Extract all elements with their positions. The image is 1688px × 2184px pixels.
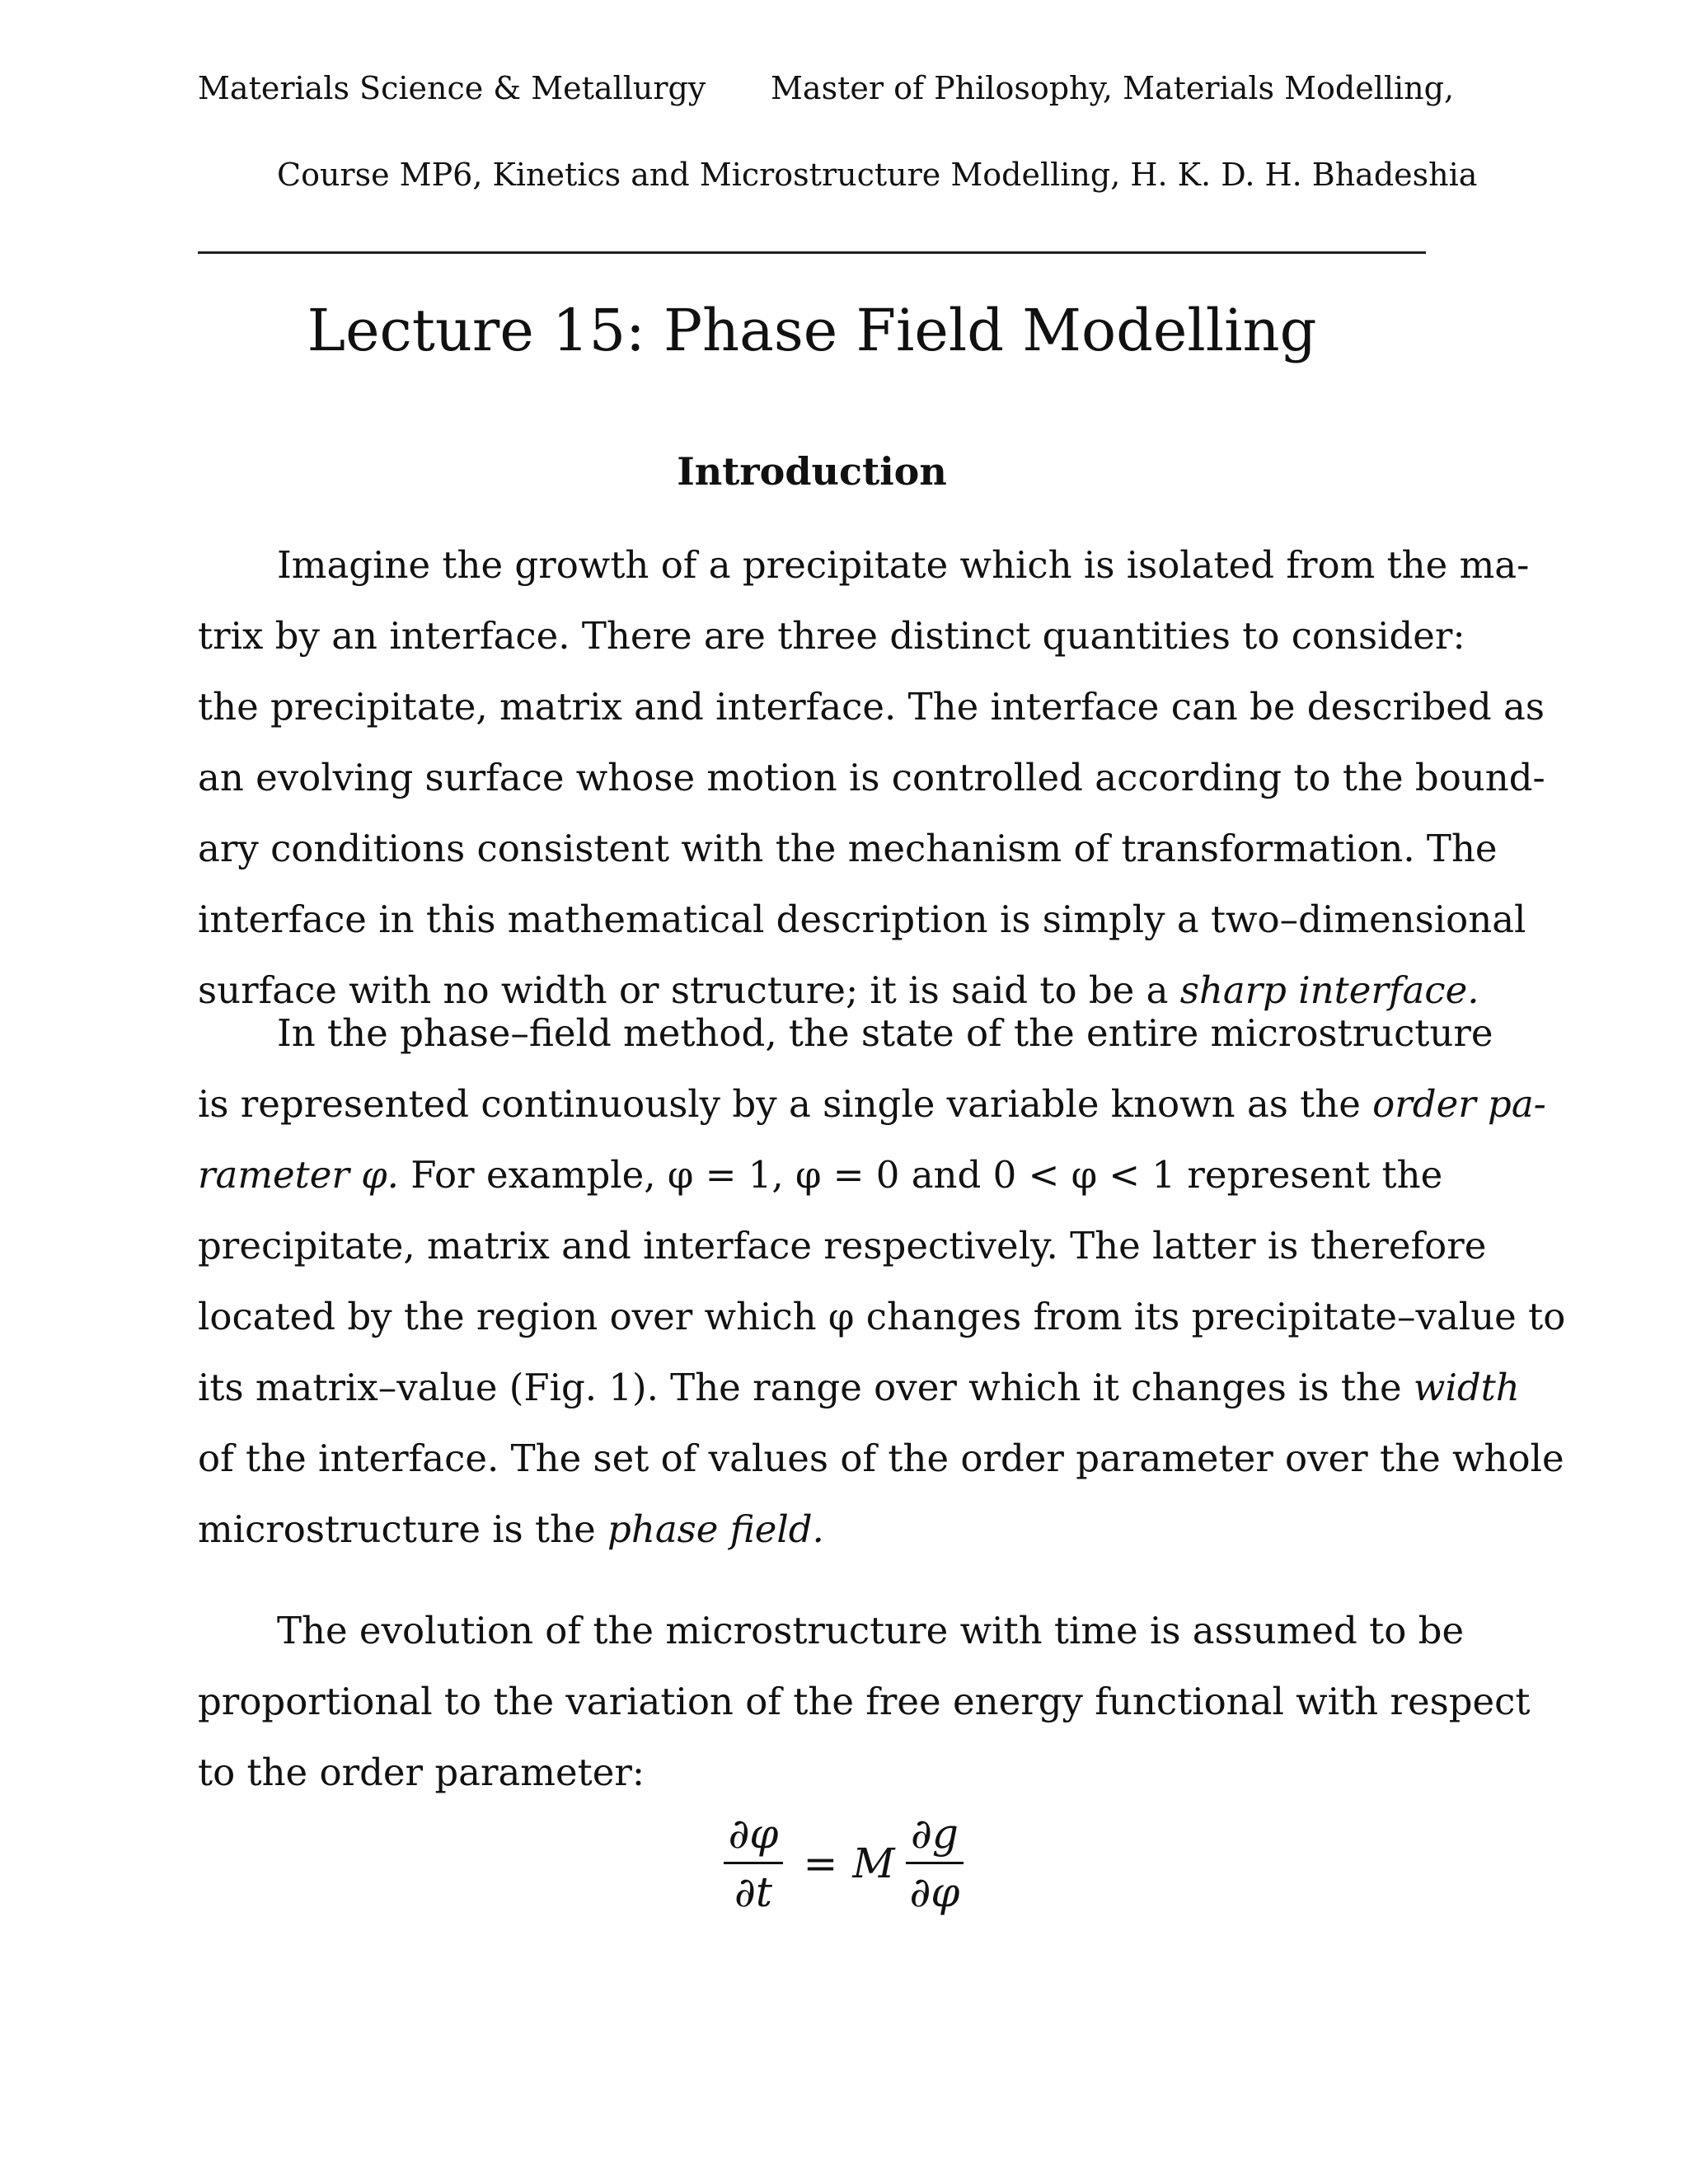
evolution-equation: [0, 1809, 1688, 1917]
paragraph-line: an evolving surface whose motion is controlled according to the bound-: [198, 756, 1545, 799]
paragraph-line: located by the region over which φ changes from its precipitate–value to: [198, 1295, 1566, 1338]
section-heading: Introduction: [677, 449, 947, 494]
emphasis-phase-field: phase field.: [607, 1507, 824, 1551]
paragraph-line: Imagine the growth of a precipitate which is isolated from the ma-: [277, 543, 1530, 587]
mobility-coefficient: M: [852, 1839, 895, 1887]
text-run: surface with no width or structure; it is said to be a: [198, 968, 1180, 1012]
paragraph-1: [198, 530, 1545, 1026]
rhs-fraction: [905, 1809, 965, 1917]
equals-sign: =: [803, 1839, 838, 1887]
header-rule: [198, 251, 1426, 254]
paragraph-2: [198, 998, 1566, 1565]
header-department: Materials Science & Metallurgy: [198, 70, 706, 106]
paragraph-line: ary conditions consistent with the mechanism of transformation. The: [198, 827, 1498, 870]
paragraph-line: The evolution of the microstructure with time is assumed to be: [277, 1609, 1465, 1652]
paragraph-line: of the interface. The set of values of the order parameter over the whole: [198, 1436, 1564, 1480]
paragraph-line: [198, 1494, 1426, 1565]
header-course: Course MP6, Kinetics and Microstructure Modelling, H. K. D. H. Bhadeshia: [277, 157, 1478, 193]
lhs-fraction: [724, 1809, 784, 1917]
emphasis-width: width: [1413, 1366, 1520, 1409]
paragraph-line: proportional to the variation of the free energy functional with respect: [198, 1680, 1531, 1723]
lecture-title: Lecture 15: Phase Field Modelling: [307, 297, 1317, 364]
paragraph-line: interface in this mathematical description is simply a two–dimensional: [198, 898, 1526, 941]
header-programme: Master of Philosophy, Materials Modelling,: [771, 70, 1455, 106]
paragraph-line: trix by an interface. There are three distinct quantities to consider:: [198, 614, 1465, 658]
emphasis-order-parameter: order pa-: [1372, 1082, 1546, 1126]
emphasis-sharp-interface: sharp interface.: [1179, 968, 1479, 1012]
paragraph-line: [198, 1352, 1520, 1423]
lhs-numerator: ∂φ: [724, 1809, 784, 1864]
paragraph-3: [198, 1596, 1531, 1808]
paragraph-line: precipitate, matrix and interface respectively. The latter is therefore: [198, 1224, 1487, 1268]
paragraph-line: the precipitate, matrix and interface. The interface can be described as: [198, 685, 1545, 729]
text-run: its matrix–value (Fig. 1). The range over which it changes is the: [198, 1366, 1414, 1409]
rhs-denominator: ∂φ: [909, 1868, 960, 1916]
paragraph-line: [198, 1140, 1443, 1211]
rhs-numerator: ∂g: [906, 1809, 964, 1864]
text-run: microstructure is the: [198, 1507, 608, 1551]
lhs-denominator: ∂t: [734, 1868, 772, 1916]
emphasis-order-parameter: rameter φ.: [198, 1153, 399, 1197]
paragraph-line: In the phase–field method, the state of the entire microstructure: [277, 1011, 1493, 1055]
text-run: is represented continuously by a single variable known as the: [198, 1082, 1373, 1126]
paragraph-line: to the order parameter:: [198, 1750, 645, 1794]
paragraph-line: [198, 1069, 1546, 1140]
text-run: For example, φ = 1, φ = 0 and 0 < φ < 1 represent the: [398, 1153, 1443, 1197]
